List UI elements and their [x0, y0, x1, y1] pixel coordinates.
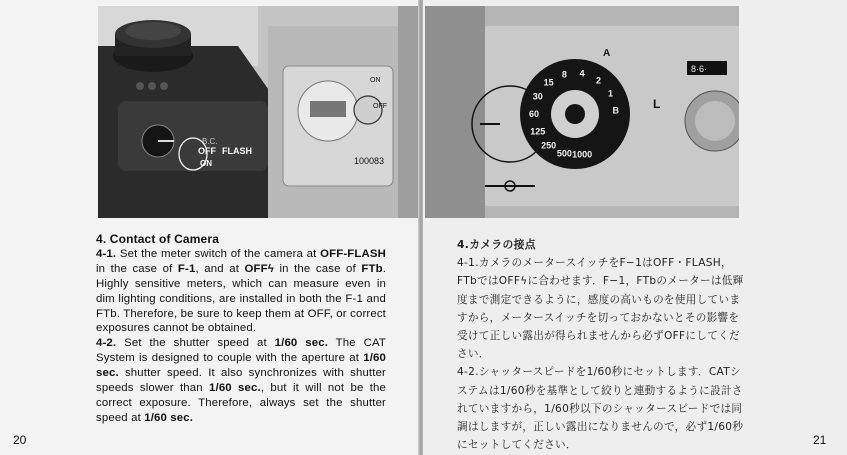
paragraph-4-2-en [96, 336, 386, 425]
bold-run: OFFϟ [244, 262, 274, 275]
text-run: The CAT System is designed to couple with the aperture at [96, 337, 386, 365]
bold-run: 1/60 sec. [209, 382, 261, 395]
fb-on-label: ON [370, 77, 381, 84]
dial-speed-1: 1 [607, 88, 614, 99]
bold-run: 1/60 sec. [274, 337, 329, 350]
text-run: Set the meter switch of the camera at [116, 247, 321, 260]
text-run: in the case of [273, 262, 362, 275]
switch-on-label: ON [200, 159, 212, 168]
section-heading-jp: 4.カメラの接点 [457, 238, 536, 251]
english-text-block [96, 232, 386, 426]
dial-speed-2: 2 [595, 75, 602, 86]
dial-speed-1000: 1000 [572, 149, 593, 160]
text-run: , but it will not be the correct exposure. Therefore, always set the shutter speed at [96, 382, 386, 424]
dial-speed-500: 500 [556, 148, 572, 159]
text-run: shutter speed. It also synchronizes with shutter speeds slower than [96, 367, 386, 395]
dial-speed-60: 60 [528, 109, 540, 119]
dial-speed-4: 4 [579, 68, 585, 79]
dial-speed-8: 8 [561, 69, 567, 80]
para-label: 4-2. [96, 337, 117, 350]
paragraph-4-2-jp: 4-2.シャッタースピードを1/60秒にセットします．CATシステムは1/60秒を基準として絞りと連動するように設計されていますから，1/60秒以下のシャッタースピードでは同調はしますが，正しい露出になりませんので，必ず1/60秒にセットしてください． [457, 366, 744, 452]
mark-a-label: A [603, 48, 611, 59]
dial-speed-250: 250 [541, 140, 557, 151]
shutter-dial-photo [425, 6, 739, 218]
text-run: Set the shutter speed at [116, 337, 275, 350]
bold-run: FTb [361, 262, 383, 275]
dial-speed-30: 30 [532, 91, 543, 102]
dial-speed-125: 125 [530, 126, 546, 137]
page-number-right: 21 [813, 433, 827, 447]
switch-off-label: OFF [198, 146, 216, 156]
camera-top-illustration [98, 6, 418, 218]
bold-run: 1/60 sec. [96, 352, 386, 380]
mark-l-label: L [653, 97, 661, 111]
switch-flash-label: FLASH [222, 146, 252, 156]
paragraph-4-1-jp: 4-1.カメラのメータースイッチをF−1はOFF・FLASH，FTbではOFFϟに合わせます．F−1，FTbのメーターは低輝度まで測定できるように，感度の高いものを使用していますから，メータースイッチを切っておかないとその影響を受けて正しい露出が得られませんから必ずOFFにしてください． [457, 257, 744, 361]
section-heading-en: 4. Contact of Camera [96, 232, 220, 246]
text-run: in the case of [96, 262, 178, 275]
bold-run: OFF-FLASH [320, 247, 386, 260]
camera-top-photo [98, 6, 418, 218]
dial-speed-B: B [612, 105, 620, 116]
page-number-left: 20 [13, 433, 27, 447]
paragraph-4-1-en [96, 247, 386, 336]
serial-number-label: 100083 [354, 156, 385, 166]
bold-run: 1/60 sec. [144, 411, 194, 424]
para-label: 4-1. [96, 247, 117, 260]
switch-bc-label: B.C. [202, 137, 218, 146]
dial-speed-15: 15 [543, 77, 554, 88]
shutter-dial-illustration [425, 6, 739, 218]
left-page [0, 0, 420, 455]
bold-run: F-1 [177, 262, 196, 275]
frame-counter-label: 8·6· [691, 64, 708, 74]
text-run: , and at [195, 262, 245, 275]
fb-off-label: OFF [373, 103, 387, 110]
japanese-text-block [457, 236, 745, 454]
text-run: . Highly sensitive meters, which can measure even in dim lighting conditions, are installed in both the F-1 and FTb. Therefore, be sure to keep them at OFF, or correct exposures cannot be obtained. [96, 262, 387, 335]
